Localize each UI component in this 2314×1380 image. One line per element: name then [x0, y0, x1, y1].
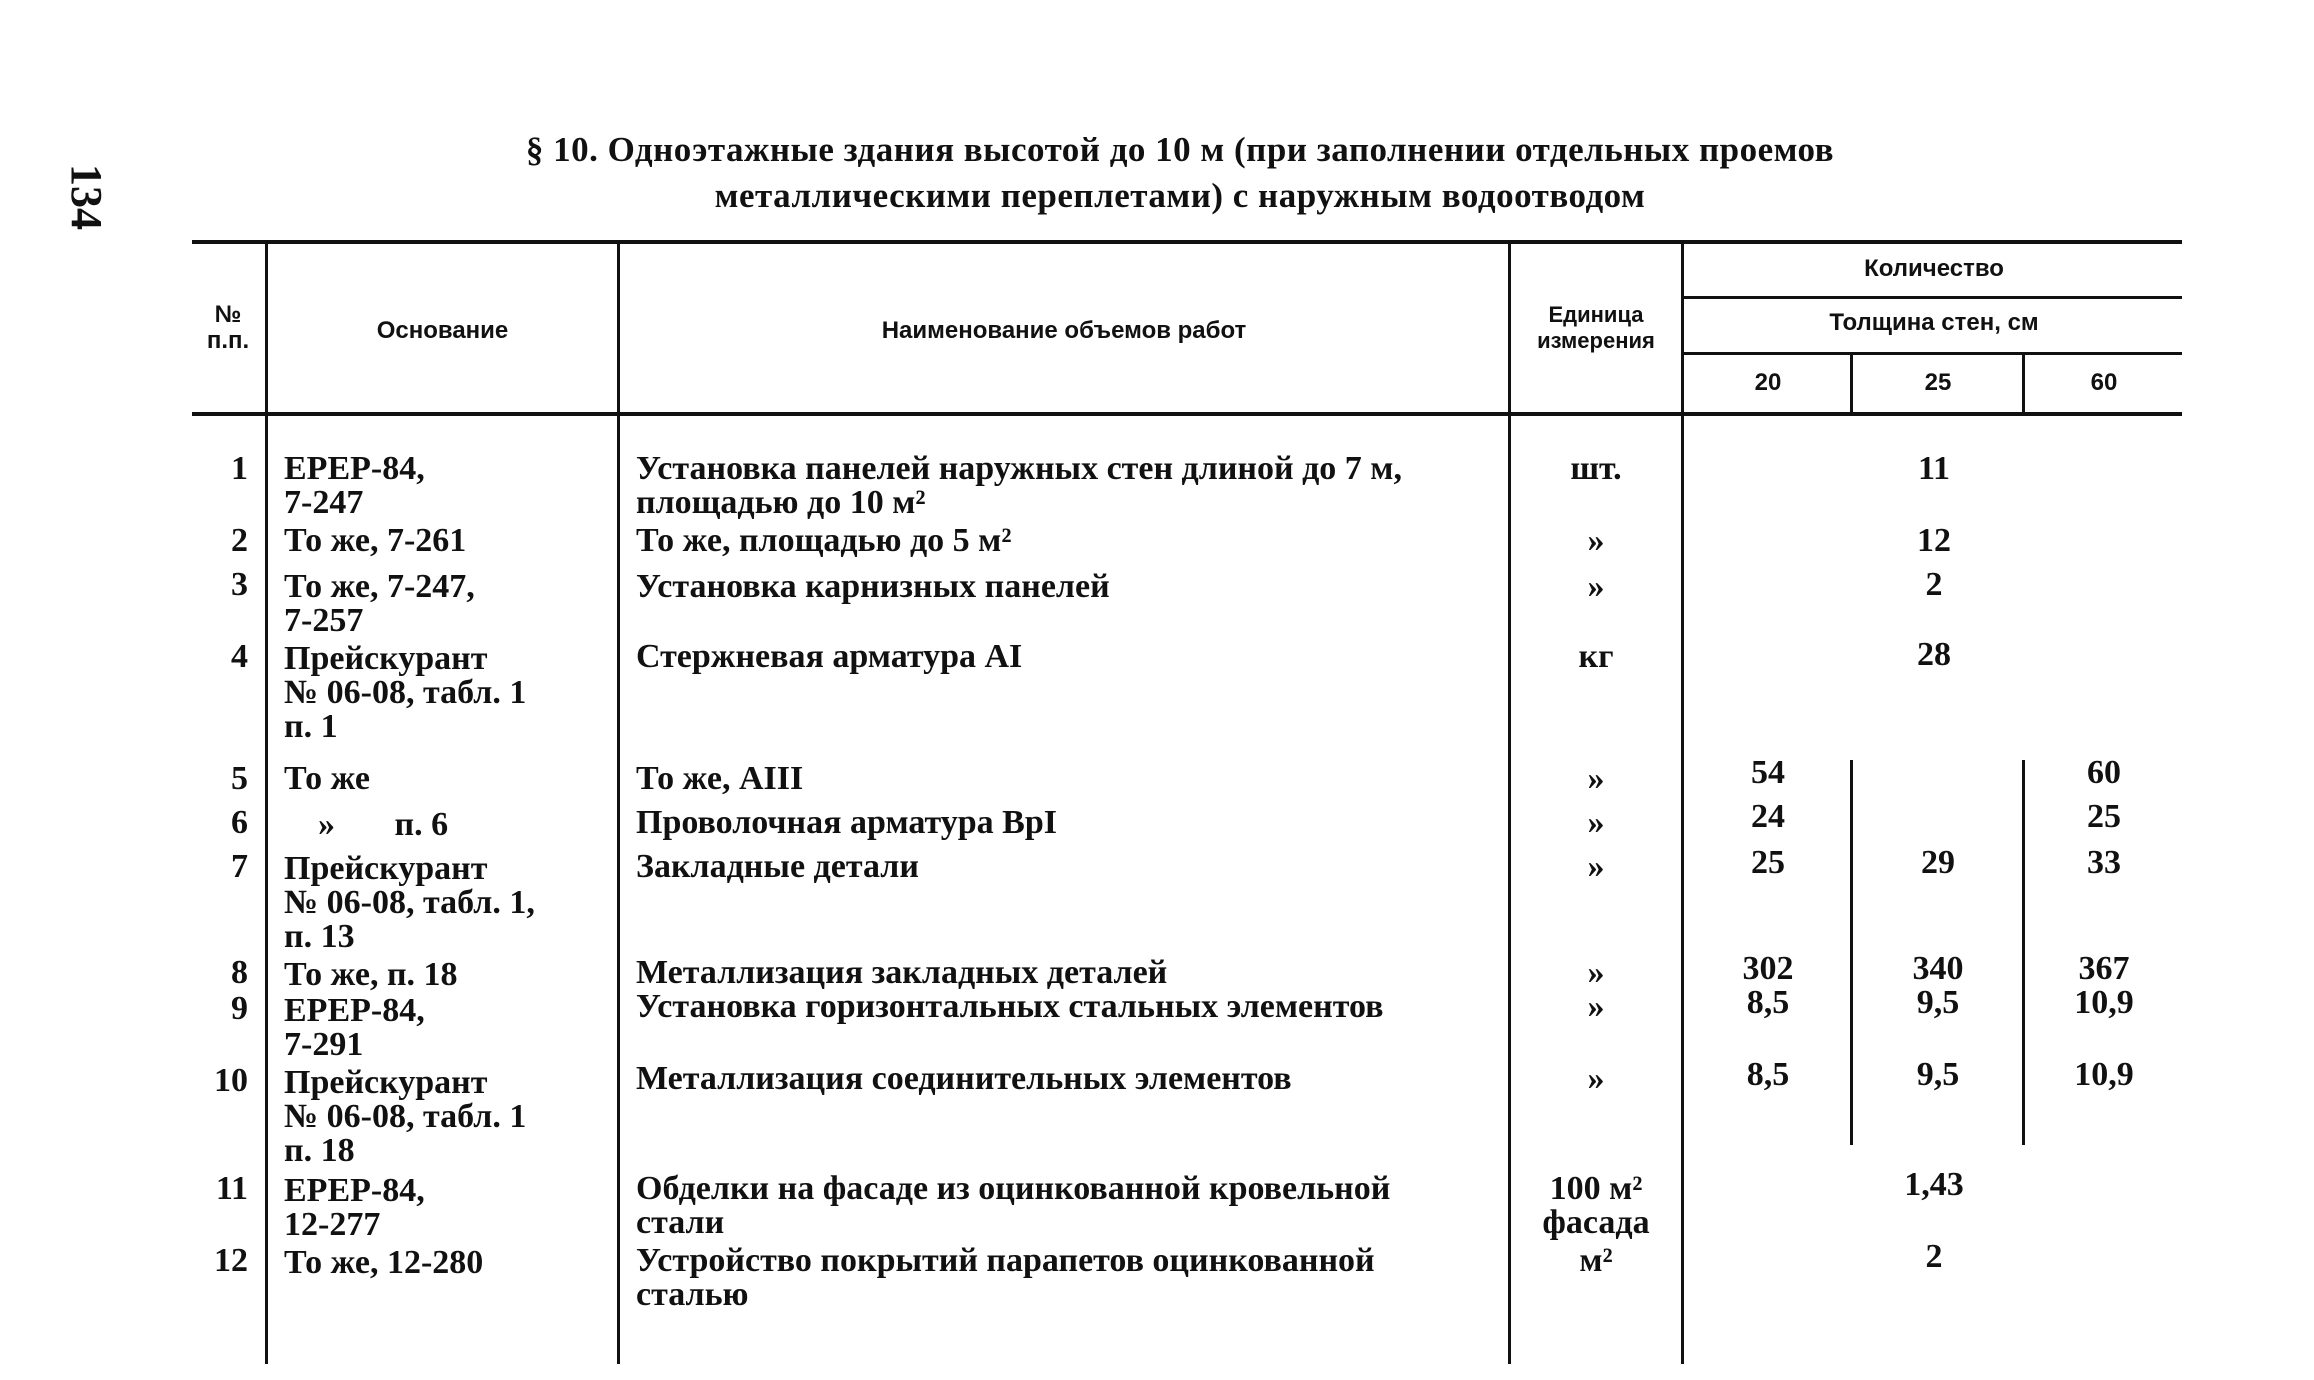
row-5-t60: 60 [2087, 754, 2121, 791]
row-1-qty: 11 [1917, 450, 1951, 487]
row-12-unit: м² [1579, 1242, 1613, 1279]
row-1-work-2: площадью до 10 м² [636, 484, 926, 521]
col-divider-work [1508, 244, 1511, 1364]
row-8-basis-1: То же, п. 18 [284, 956, 458, 993]
row-7-t25: 29 [1921, 844, 1955, 881]
col-divider-unit [1681, 244, 1684, 1364]
header-unit: Единица измерения [1537, 302, 1655, 353]
row-11-qty: 1,43 [1904, 1166, 1964, 1203]
row-6-t20: 24 [1751, 798, 1785, 835]
row-4-basis-3: п. 1 [284, 708, 338, 745]
row-8-t25: 340 [1912, 950, 1964, 987]
row-10-t20: 8,5 [1746, 1056, 1790, 1093]
row-3-no: 3 [231, 566, 248, 603]
row-3-qty: 2 [1925, 566, 1943, 603]
row-5-basis-1: То же [284, 760, 370, 797]
row-4-qty: 28 [1917, 636, 1951, 673]
row-7-t60: 33 [2087, 844, 2121, 881]
row-12-qty: 2 [1925, 1238, 1943, 1275]
row-11-basis-1: ЕРЕР-84, [284, 1172, 425, 1209]
row-12-work-1: Устройство покрытий парапетов оцинкованной [636, 1242, 1375, 1279]
row-10-t60: 10,9 [2074, 1056, 2134, 1093]
header-no: № п.п. [206, 301, 250, 354]
row-11-unit-1: 100 м² [1549, 1170, 1643, 1207]
row-7-basis-3: п. 13 [284, 918, 355, 955]
row-9-t25: 9,5 [1916, 984, 1960, 1021]
page-number: 134 [62, 164, 111, 230]
row-10-basis-2: № 06-08, табл. 1 [284, 1098, 527, 1135]
header-t60: 60 [2090, 369, 2118, 396]
row-1-basis-2: 7-247 [284, 484, 364, 521]
row-7-t20: 25 [1751, 844, 1785, 881]
row-3-basis-1: То же, 7-247, [284, 568, 475, 605]
row-1-work-1: Установка панелей наружных стен длиной до 7 м, [636, 450, 1402, 487]
row-1-basis-1: ЕРЕР-84, [284, 450, 425, 487]
row-2-unit: » [1587, 522, 1605, 559]
row-8-t60: 367 [2078, 950, 2130, 987]
row-11-no: 11 [215, 1170, 248, 1207]
header-basis: Основание [376, 317, 509, 344]
row-5-work-1: То же, AIII [636, 760, 804, 797]
row-2-basis-1: То же, 7-261 [284, 522, 467, 559]
row-6-unit: » [1587, 804, 1605, 841]
qty-subheader-line [1684, 296, 2182, 299]
header-qty: Количество [1864, 255, 2004, 282]
row-7-no: 7 [231, 848, 248, 885]
row-4-no: 4 [231, 638, 248, 675]
row-10-basis-3: п. 18 [284, 1132, 355, 1169]
row-8-unit: » [1587, 954, 1605, 991]
row-2-work-1: То же, площадью до 5 м² [636, 522, 1012, 559]
row-7-basis-2: № 06-08, табл. 1, [284, 884, 535, 921]
header-work: Наименование объемов работ [881, 317, 1247, 344]
row-11-work-1: Обделки на фасаде из оцинкованной кровельной [636, 1170, 1391, 1207]
row-10-unit: » [1587, 1060, 1605, 1097]
row-7-basis-1: Прейскурант [284, 850, 488, 887]
row-10-basis-1: Прейскурант [284, 1064, 488, 1101]
section-title-line-1: § 10. Одноэтажные здания высотой до 10 м (при заполнении отдельных проемов [525, 130, 1835, 169]
col-divider-no [265, 244, 268, 1364]
row-4-basis-1: Прейскурант [284, 640, 488, 677]
row-8-work-1: Металлизация закладных деталей [636, 954, 1168, 991]
row-11-unit-2: фасада [1542, 1204, 1650, 1241]
thickness-subheader-line [1684, 352, 2182, 355]
row-12-basis-1: То же, 12-280 [284, 1244, 484, 1281]
row-7-unit: » [1587, 848, 1605, 885]
row-4-basis-2: № 06-08, табл. 1 [284, 674, 527, 711]
row-9-work-1: Установка горизонтальных стальных элементов [636, 988, 1384, 1025]
row-3-work-1: Установка карнизных панелей [636, 568, 1110, 605]
row-6-t60: 25 [2087, 798, 2121, 835]
col-divider-25-60-header [2022, 352, 2025, 412]
row-7-work-1: Закладные детали [636, 848, 919, 885]
row-1-unit: шт. [1570, 450, 1622, 487]
row-10-no: 10 [214, 1062, 248, 1099]
col-divider-20-25-body [1850, 760, 1853, 1145]
row-9-basis-2: 7-291 [284, 1026, 364, 1063]
row-11-basis-2: 12-277 [284, 1206, 381, 1243]
row-9-no: 9 [231, 990, 248, 1027]
row-1-no: 1 [231, 450, 248, 487]
header-t20: 20 [1754, 369, 1782, 396]
row-5-unit: » [1587, 760, 1605, 797]
row-11-work-2: стали [636, 1204, 725, 1241]
row-10-work-1: Металлизация соединительных элементов [636, 1060, 1292, 1097]
row-4-work-1: Стержневая арматура AI [636, 638, 1023, 675]
row-9-basis-1: ЕРЕР-84, [284, 992, 425, 1029]
col-divider-20-25-header [1850, 352, 1853, 412]
row-2-no: 2 [231, 522, 248, 559]
row-2-qty: 12 [1917, 522, 1951, 559]
row-6-no: 6 [231, 804, 248, 841]
row-9-unit: » [1587, 988, 1605, 1025]
row-6-work-1: Проволочная арматура BpI [636, 804, 1057, 841]
section-title-line-2: металлическими переплетами) с наружным водоотводом [714, 176, 1646, 215]
row-6-basis-1: » п. 6 [318, 806, 449, 843]
row-8-t20: 302 [1742, 950, 1794, 987]
col-divider-basis [617, 244, 620, 1364]
row-8-no: 8 [231, 954, 248, 991]
header-t25: 25 [1924, 369, 1952, 396]
row-5-no: 5 [231, 760, 248, 797]
row-3-unit: » [1587, 568, 1605, 605]
row-3-basis-2: 7-257 [284, 602, 364, 639]
header-bottom-border [192, 412, 2182, 416]
row-12-no: 12 [214, 1242, 248, 1279]
row-9-t60: 10,9 [2074, 984, 2134, 1021]
row-5-t20: 54 [1751, 754, 1785, 791]
row-4-unit: кг [1578, 638, 1614, 675]
row-12-work-2: сталью [636, 1276, 749, 1313]
row-10-t25: 9,5 [1916, 1056, 1960, 1093]
row-9-t20: 8,5 [1746, 984, 1790, 1021]
col-divider-25-60-body [2022, 760, 2025, 1145]
table-top-border [192, 240, 2182, 244]
header-thickness: Толщина стен, см [1829, 309, 2039, 336]
